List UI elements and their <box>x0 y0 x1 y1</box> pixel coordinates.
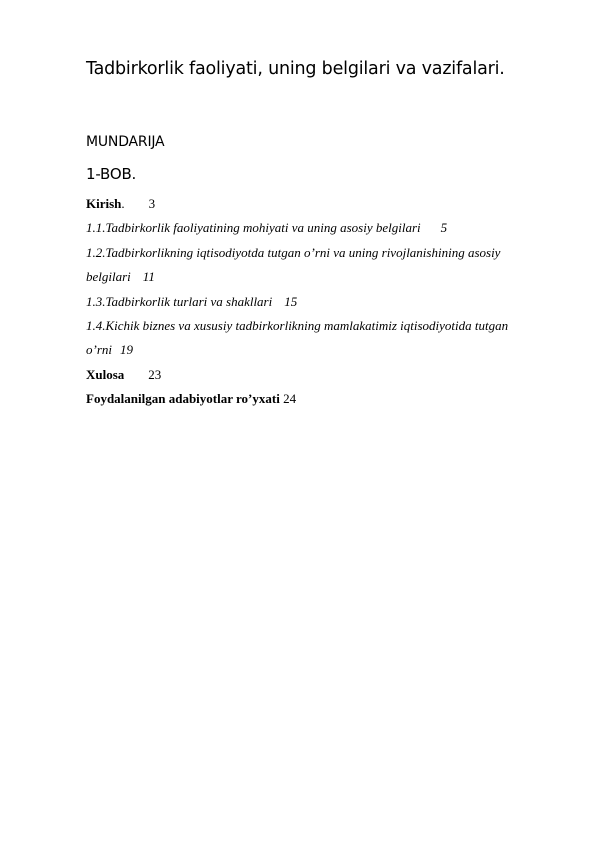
toc-entry-1-3 <box>86 290 556 314</box>
document-title: Tadbirkorlik faoliyati, uning belgilari va vazifalari. <box>86 59 505 79</box>
toc-entry-kirish <box>86 192 556 216</box>
toc-entry-xulosa <box>86 363 556 387</box>
toc-entry-label: Xulosa <box>86 366 125 382</box>
toc-entry-label: Foydalanilgan adabiyotlar ro’yxati <box>86 391 280 407</box>
toc-entry-1-4 <box>86 314 556 338</box>
toc-entry-label: 1.4.Kichik biznes va xususiy tadbirkorlikning mamlakatimiz iqtisodiyotida tutgan <box>86 317 509 333</box>
table-of-contents <box>86 192 556 412</box>
toc-entry-page: 15 <box>284 293 298 309</box>
toc-entry-page: 5 <box>440 220 448 236</box>
toc-entry-1-1 <box>86 216 556 240</box>
toc-entry-page: 3 <box>148 196 156 211</box>
toc-entry-label: belgilari <box>86 269 131 285</box>
toc-entry-label: o’rni <box>86 342 112 358</box>
chapter-heading: 1-BOB. <box>86 165 137 183</box>
toc-entry-suffix: . <box>121 196 125 211</box>
toc-entry-page: 11 <box>142 269 155 285</box>
toc-entry-1-4-continued <box>86 338 556 362</box>
toc-entry-adabiyotlar <box>86 387 556 411</box>
toc-entry-page: 23 <box>148 366 162 382</box>
toc-entry-label: Kirish <box>86 196 122 211</box>
toc-entry-label: 1.1.Tadbirkorlik faoliyatining mohiyati va uning asosiy belgilari <box>86 220 421 236</box>
toc-entry-label: 1.3.Tadbirkorlik turlari va shakllari <box>86 293 273 309</box>
toc-entry-1-2 <box>86 241 556 265</box>
toc-entry-page: 19 <box>120 342 133 358</box>
toc-entry-label: 1.2.Tadbirkorlikning iqtisodiyotda tutgan o’rni va uning rivojlanishining asosiy <box>86 244 501 260</box>
contents-heading: MUNDARIJA <box>86 134 165 150</box>
toc-entry-1-2-continued <box>86 265 556 289</box>
toc-entry-page: 24 <box>283 391 297 407</box>
